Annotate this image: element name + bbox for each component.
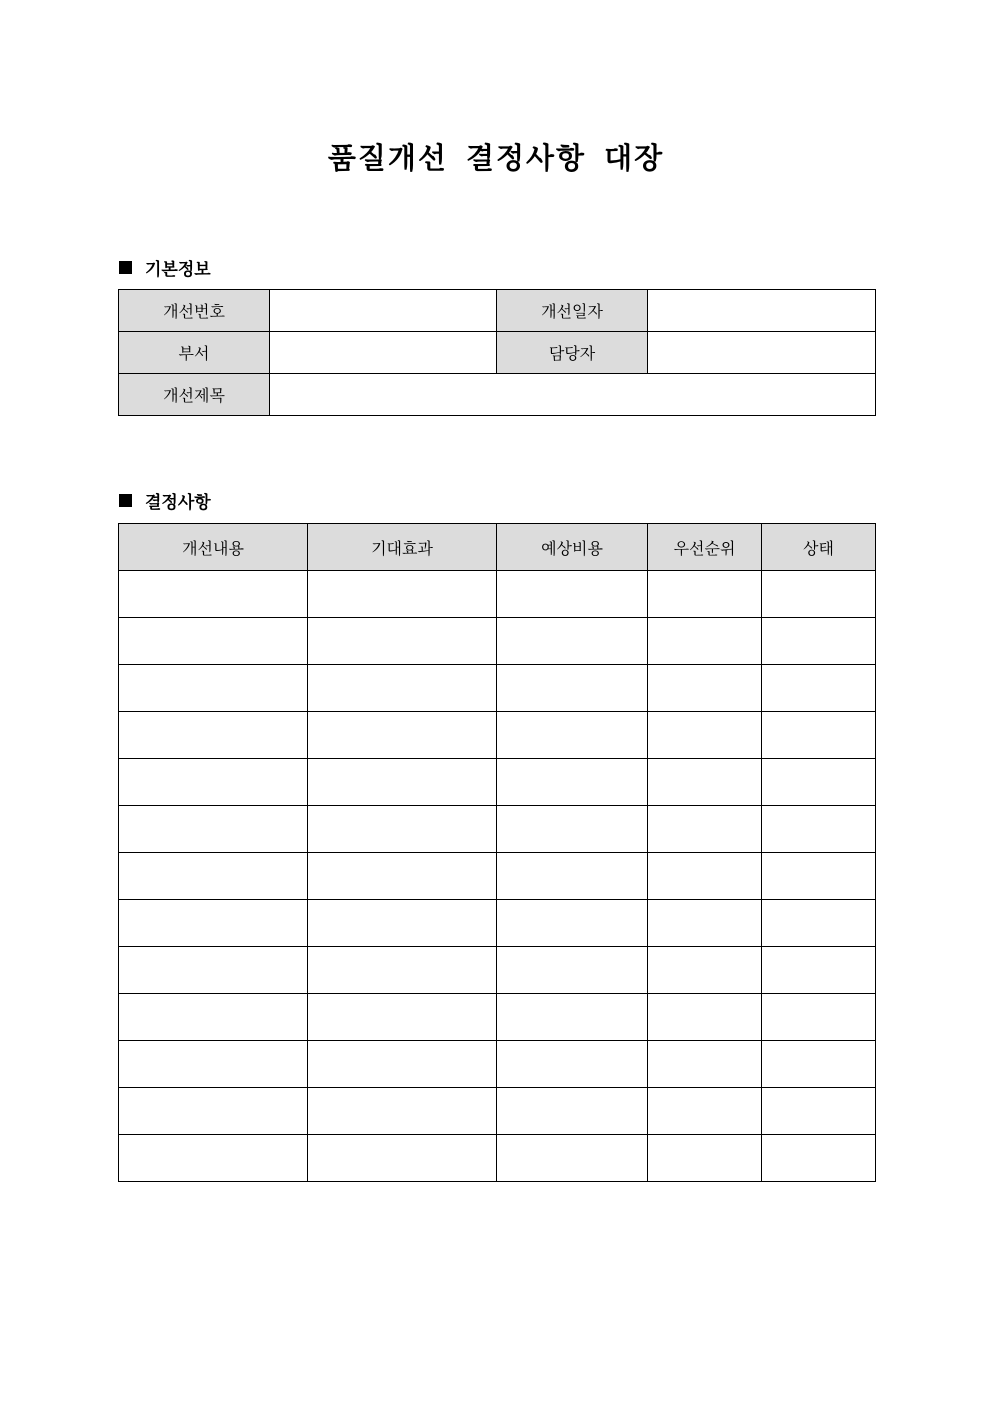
cell-priority[interactable] [648,618,762,665]
cell-priority[interactable] [648,806,762,853]
cell-content[interactable] [119,712,308,759]
cell-effect[interactable] [308,1088,497,1135]
cell-cost[interactable] [497,1088,648,1135]
cell-priority[interactable] [648,665,762,712]
column-header-effect: 기대효과 [308,524,497,571]
cell-effect[interactable] [308,853,497,900]
cell-content[interactable] [119,1088,308,1135]
cell-priority[interactable] [648,712,762,759]
cell-priority[interactable] [648,947,762,994]
cell-status[interactable] [762,759,876,806]
cell-effect[interactable] [308,1041,497,1088]
cell-content[interactable] [119,759,308,806]
table-row [119,900,876,947]
cell-effect[interactable] [308,900,497,947]
improvement-title-field[interactable] [270,374,876,416]
decisions-heading [119,488,211,513]
column-header-cost: 예상비용 [497,524,648,571]
improvement-date-label: 개선일자 [497,290,648,332]
improvement-no-field[interactable] [270,290,497,332]
cell-priority[interactable] [648,1135,762,1182]
cell-status[interactable] [762,665,876,712]
cell-effect[interactable] [308,665,497,712]
cell-content[interactable] [119,571,308,618]
table-row [119,947,876,994]
cell-status[interactable] [762,853,876,900]
basic-info-heading-label: 기본정보 [145,260,211,280]
cell-effect[interactable] [308,571,497,618]
cell-content[interactable] [119,994,308,1041]
black-square-icon [119,494,132,507]
table-row [119,759,876,806]
column-header-priority: 우선순위 [648,524,762,571]
cell-cost[interactable] [497,947,648,994]
table-row [119,1135,876,1182]
cell-content[interactable] [119,853,308,900]
cell-effect[interactable] [308,759,497,806]
cell-content[interactable] [119,900,308,947]
cell-status[interactable] [762,618,876,665]
manager-label: 담당자 [497,332,648,374]
cell-status[interactable] [762,900,876,947]
cell-status[interactable] [762,994,876,1041]
cell-effect[interactable] [308,618,497,665]
cell-cost[interactable] [497,1135,648,1182]
cell-content[interactable] [119,618,308,665]
table-row [119,618,876,665]
cell-effect[interactable] [308,947,497,994]
department-label: 부서 [119,332,270,374]
cell-content[interactable] [119,806,308,853]
cell-cost[interactable] [497,618,648,665]
cell-cost[interactable] [497,712,648,759]
cell-cost[interactable] [497,853,648,900]
decisions-table [118,523,876,1182]
cell-effect[interactable] [308,1135,497,1182]
improvement-no-label: 개선번호 [119,290,270,332]
table-row [119,571,876,618]
decisions-heading-label: 결정사항 [145,493,211,513]
table-row [119,1088,876,1135]
black-square-icon [119,261,132,274]
table-row [119,1041,876,1088]
cell-priority[interactable] [648,853,762,900]
table-row [119,806,876,853]
table-row [119,853,876,900]
cell-priority[interactable] [648,994,762,1041]
table-row [119,712,876,759]
cell-priority[interactable] [648,900,762,947]
table-row [119,665,876,712]
basic-info-table [118,289,876,416]
cell-priority[interactable] [648,1088,762,1135]
cell-cost[interactable] [497,665,648,712]
manager-field[interactable] [648,332,876,374]
table-row [119,374,876,416]
department-field[interactable] [270,332,497,374]
cell-status[interactable] [762,806,876,853]
cell-priority[interactable] [648,1041,762,1088]
table-row [119,332,876,374]
table-header-row [119,524,876,571]
cell-content[interactable] [119,947,308,994]
cell-cost[interactable] [497,900,648,947]
table-row [119,290,876,332]
cell-content[interactable] [119,1041,308,1088]
improvement-date-field[interactable] [648,290,876,332]
cell-priority[interactable] [648,759,762,806]
cell-priority[interactable] [648,571,762,618]
column-header-status: 상태 [762,524,876,571]
cell-cost[interactable] [497,806,648,853]
cell-content[interactable] [119,665,308,712]
cell-status[interactable] [762,571,876,618]
basic-info-heading [119,255,211,280]
cell-effect[interactable] [308,806,497,853]
cell-status[interactable] [762,1041,876,1088]
table-row [119,994,876,1041]
cell-cost[interactable] [497,571,648,618]
cell-effect[interactable] [308,994,497,1041]
cell-content[interactable] [119,1135,308,1182]
cell-status[interactable] [762,1088,876,1135]
improvement-title-label: 개선제목 [119,374,270,416]
cell-status[interactable] [762,1135,876,1182]
decisions-table-body [119,571,876,1182]
column-header-content: 개선내용 [119,524,308,571]
cell-cost[interactable] [497,1041,648,1088]
page-title: 품질개선 결정사항 대장 [327,141,665,175]
cell-cost[interactable] [497,994,648,1041]
cell-effect[interactable] [308,712,497,759]
cell-status[interactable] [762,712,876,759]
cell-status[interactable] [762,947,876,994]
cell-cost[interactable] [497,759,648,806]
